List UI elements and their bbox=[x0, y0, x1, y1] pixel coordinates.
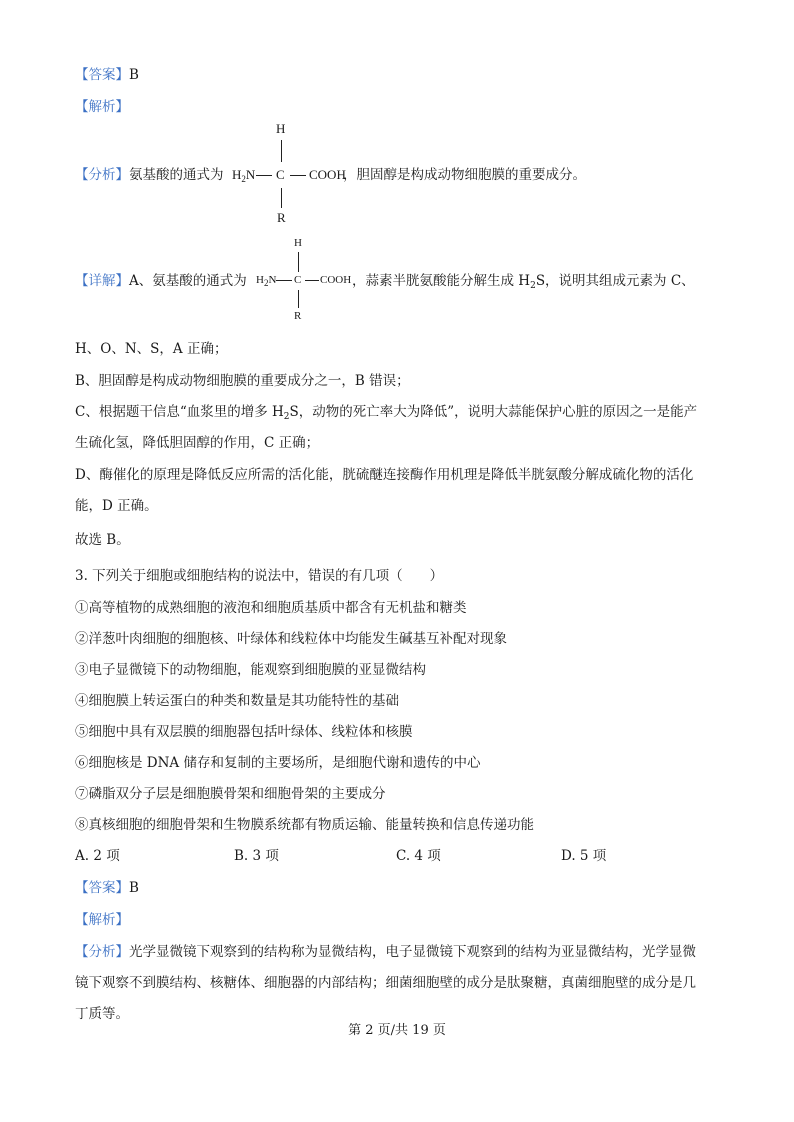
formula-h: H bbox=[276, 121, 286, 136]
question3-item: ④细胞膜上转运蛋白的种类和数量是其功能特性的基础 bbox=[75, 693, 399, 709]
question3-item: ⑦磷脂双分子层是细胞膜骨架和细胞骨架的主要成分 bbox=[75, 786, 386, 802]
fenxi-tag: 【分析】 bbox=[75, 167, 129, 183]
xiangjie-prefix: A、氨基酸的通式为 bbox=[129, 273, 247, 289]
line-a2: H、O、N、S，A 正确； bbox=[75, 341, 228, 357]
amino-acid-formula-2 bbox=[256, 236, 356, 326]
fenxi-line-q3-3: 丁质等。 bbox=[75, 1006, 129, 1022]
formula-r: R bbox=[277, 210, 286, 225]
xiangjie-suffix: ，蒜素半胱氨酸能分解生成 $H_2S$，说明其组成元素为 C、 bbox=[352, 273, 695, 291]
analysis-heading-1 bbox=[75, 98, 129, 116]
fenxi-line-q3-2: 镜下观察不到膜结构、核糖体、细胞器的内部结构；细菌细胞壁的成分是肽聚糖，真菌细胞壁的成分是几 bbox=[75, 975, 696, 991]
option-b: B. 3 项 bbox=[234, 848, 279, 864]
analysis-tag: 【解析】 bbox=[75, 99, 129, 115]
formula-r: R bbox=[294, 310, 302, 322]
line-d1: D、酶催化的原理是降低反应所需的活化能，胱硫醚连接酶作用机理是降低半胱氨酸分解成硫化物的活化 bbox=[75, 467, 694, 483]
option-a: A. 2 项 bbox=[75, 848, 120, 864]
formula-cooh: COOH bbox=[309, 167, 346, 182]
fenxi-line-q3-1: 【分析】光学显微镜下观察到的结构称为显微结构，电子显微镜下观察到的结构为亚显微结构，光学显微 bbox=[75, 944, 696, 960]
answer-line-1 bbox=[75, 66, 139, 84]
question3-item: ⑧真核细胞的细胞骨架和生物膜系统都有物质运输、能量转换和信息传递功能 bbox=[75, 817, 534, 833]
formula-c: C bbox=[276, 167, 285, 182]
formula-h: H bbox=[294, 237, 302, 249]
analysis-heading-2 bbox=[75, 911, 129, 929]
line-c1: C、根据题干信息“血浆里的增多 $H_2S$，动物的死亡率大为降低”，说明大蒜能保护心脏的原因之一是能产 bbox=[75, 404, 698, 422]
answer-value: B bbox=[129, 880, 139, 896]
page-footer: 第 2 页/共 19 页 bbox=[348, 1023, 446, 1038]
line-b: B、胆固醇是构成动物细胞膜的重要成分之一，B 错误； bbox=[75, 373, 410, 389]
conclusion: 故选 B。 bbox=[75, 532, 130, 548]
question3-item: ⑥细胞核是 DNA 储存和复制的主要场所，是细胞代谢和遗传的中心 bbox=[75, 755, 481, 771]
formula-nh2: $H_2N$ bbox=[256, 274, 277, 288]
question3-stem: 3. 下列关于细胞或细胞结构的说法中，错误的有几项（ ） bbox=[75, 568, 444, 584]
formula-nh2: $H_2N$ bbox=[232, 167, 256, 184]
line-d2: 能，D 正确。 bbox=[75, 498, 158, 514]
line-c2: 生硫化氢，降低胆固醇的作用，C 正确； bbox=[75, 435, 320, 451]
fenxi-suffix: ，胆固醇是构成动物细胞膜的重要成分。 bbox=[343, 167, 586, 183]
answer-tag: 【答案】 bbox=[75, 880, 129, 896]
answer-value: B bbox=[129, 67, 139, 83]
question3-item: ③电子显微镜下的动物细胞，能观察到细胞膜的亚显微结构 bbox=[75, 662, 426, 678]
answer-tag: 【答案】 bbox=[75, 67, 129, 83]
formula-cooh: COOH bbox=[320, 274, 352, 286]
answer-line-2 bbox=[75, 879, 139, 897]
question3-item: ②洋葱叶肉细胞的细胞核、叶绿体和线粒体中均能发生碱基互补配对现象 bbox=[75, 631, 507, 647]
option-c: C. 4 项 bbox=[396, 848, 441, 864]
amino-acid-formula-1 bbox=[232, 122, 352, 226]
xiangjie-tag: 【详解】 bbox=[75, 273, 129, 289]
formula-c: C bbox=[294, 274, 302, 286]
question3-item: ⑤细胞中具有双层膜的细胞器包括叶绿体、线粒体和核膜 bbox=[75, 724, 413, 740]
fenxi-tag: 【分析】 bbox=[75, 944, 129, 960]
xiangjie-line-1 bbox=[75, 272, 247, 290]
fenxi-prefix: 氨基酸的通式为 bbox=[129, 167, 224, 183]
question3-item: ①高等植物的成熟细胞的液泡和细胞质基质中都含有无机盐和糖类 bbox=[75, 600, 467, 616]
option-d: D. 5 项 bbox=[561, 848, 607, 864]
fenxi-line-1 bbox=[75, 166, 224, 184]
analysis-tag: 【解析】 bbox=[75, 912, 129, 928]
